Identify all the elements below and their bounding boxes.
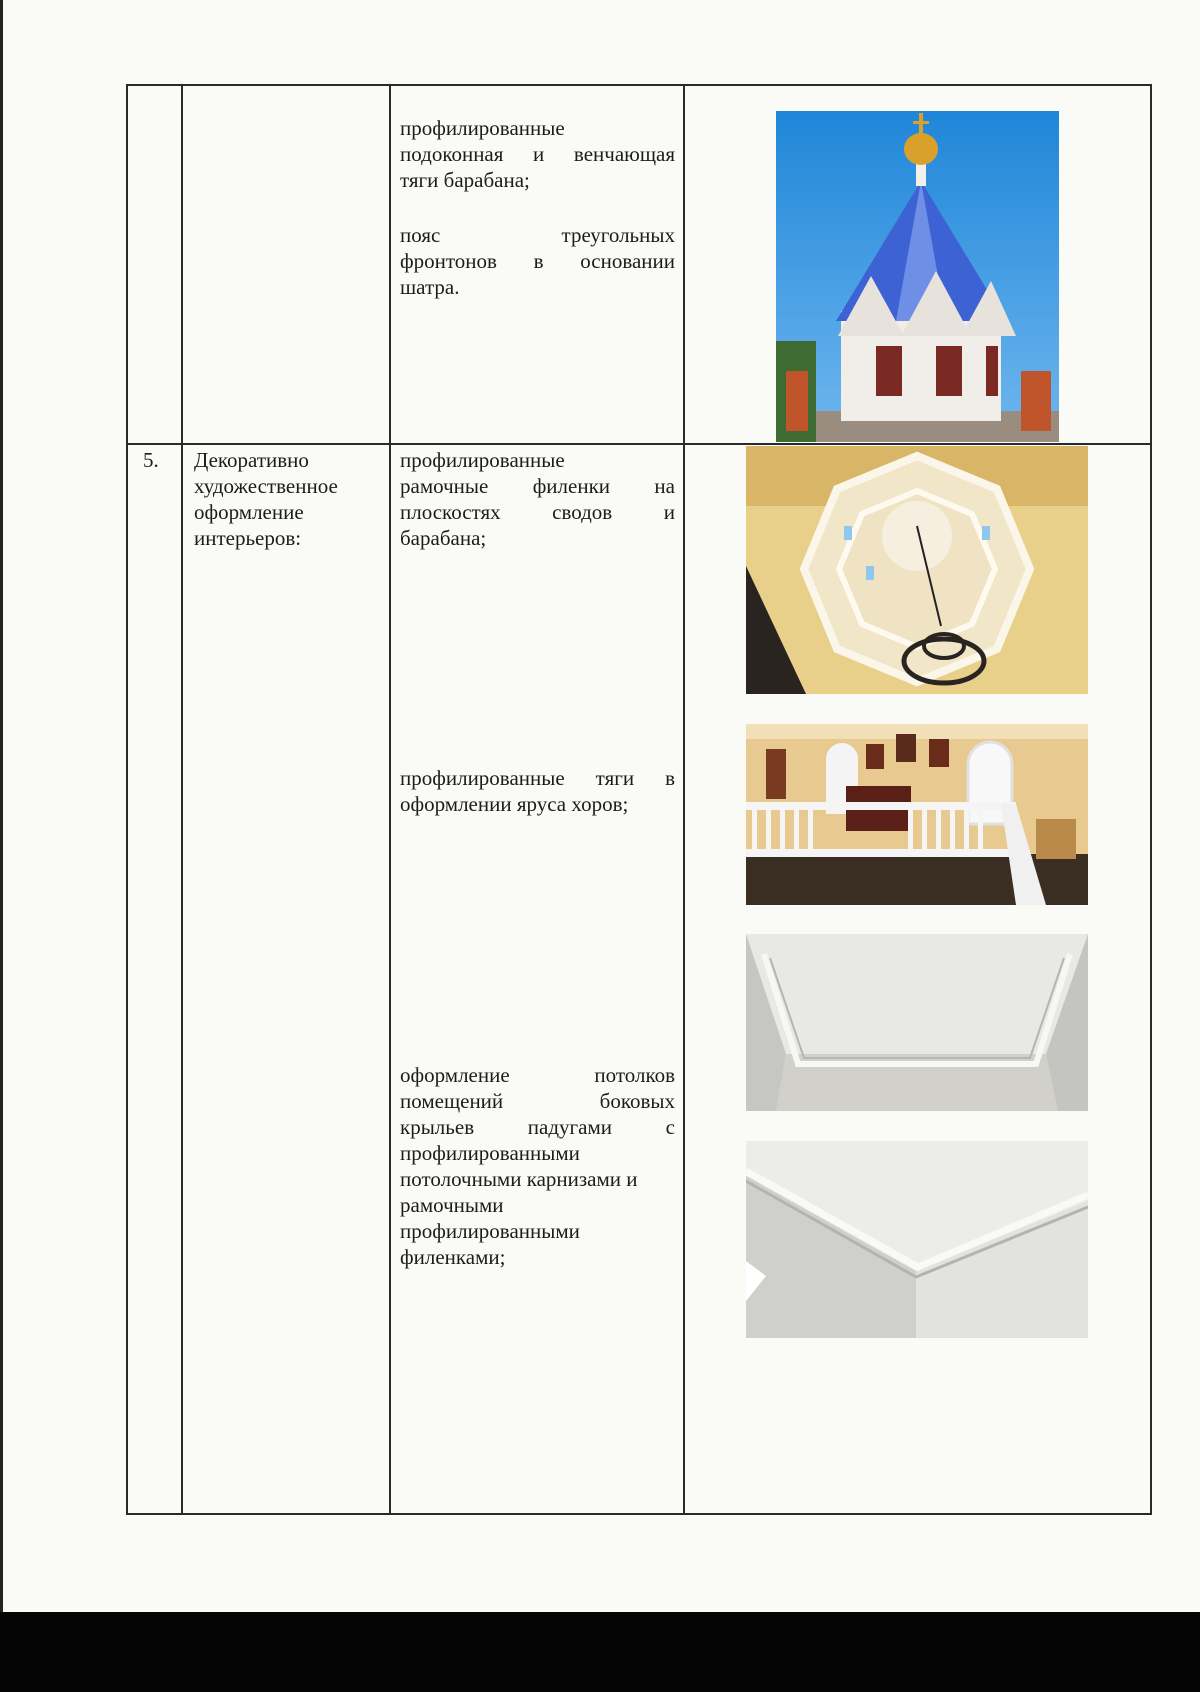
text-line: крыльев падугами с: [400, 1115, 675, 1139]
row5-item-3: [400, 1062, 675, 1270]
column-divider-1: [181, 84, 183, 1515]
continued-item-1: [400, 115, 675, 193]
row-number: [143, 447, 159, 473]
row-name: [194, 447, 384, 551]
chapel-dome-photo: [776, 111, 1059, 442]
scan-left-edge: [0, 0, 3, 1620]
column-divider-2: [389, 84, 391, 1515]
text-line: шатра.: [400, 275, 460, 299]
text-line: оформление: [194, 500, 304, 524]
text-line: рамочные филенки на: [400, 474, 675, 498]
text-line: оформлении яруса хоров;: [400, 792, 629, 816]
table-top-border: [126, 84, 1152, 86]
column-divider-3: [683, 84, 685, 1515]
text-line: фронтонов в основании: [400, 249, 675, 273]
text-line: профилированные тяги в: [400, 766, 675, 790]
row5-item-2: [400, 765, 675, 817]
scan-bottom-edge: [0, 1612, 1200, 1692]
text-line: рамочными: [400, 1193, 504, 1217]
text-line: профилированными: [400, 1219, 580, 1243]
row-number-text: 5.: [143, 448, 159, 472]
text-line: плоскостях сводов и: [400, 500, 675, 524]
text-line: Декоративно: [194, 448, 309, 472]
text-line: барабана;: [400, 526, 487, 550]
table-right-border: [1150, 84, 1152, 1515]
ceiling-cornice-photo: [746, 934, 1088, 1111]
text-line: профилированные: [400, 448, 565, 472]
row-divider: [126, 443, 1152, 445]
text-line: профилированные: [400, 116, 565, 140]
dome-interior-photo: [746, 446, 1088, 694]
table-bottom-border: [126, 1513, 1152, 1515]
table-left-border: [126, 84, 128, 1515]
row5-item-1: [400, 447, 675, 551]
text-line: подоконная и венчающая: [400, 142, 675, 166]
ceiling-corner-photo: [746, 1141, 1088, 1338]
text-line: оформление потолков: [400, 1063, 675, 1087]
text-line: потолочными карнизами и: [400, 1167, 638, 1191]
continued-item-2: [400, 222, 675, 300]
text-line: тяги барабана;: [400, 168, 530, 192]
choir-gallery-photo: [746, 724, 1088, 905]
text-line: профилированными: [400, 1141, 580, 1165]
text-line: художественное: [194, 474, 338, 498]
text-line: интерьеров:: [194, 526, 302, 550]
text-line: филенками;: [400, 1245, 506, 1269]
text-line: помещений боковых: [400, 1089, 675, 1113]
text-line: пояс треугольных: [400, 223, 675, 247]
